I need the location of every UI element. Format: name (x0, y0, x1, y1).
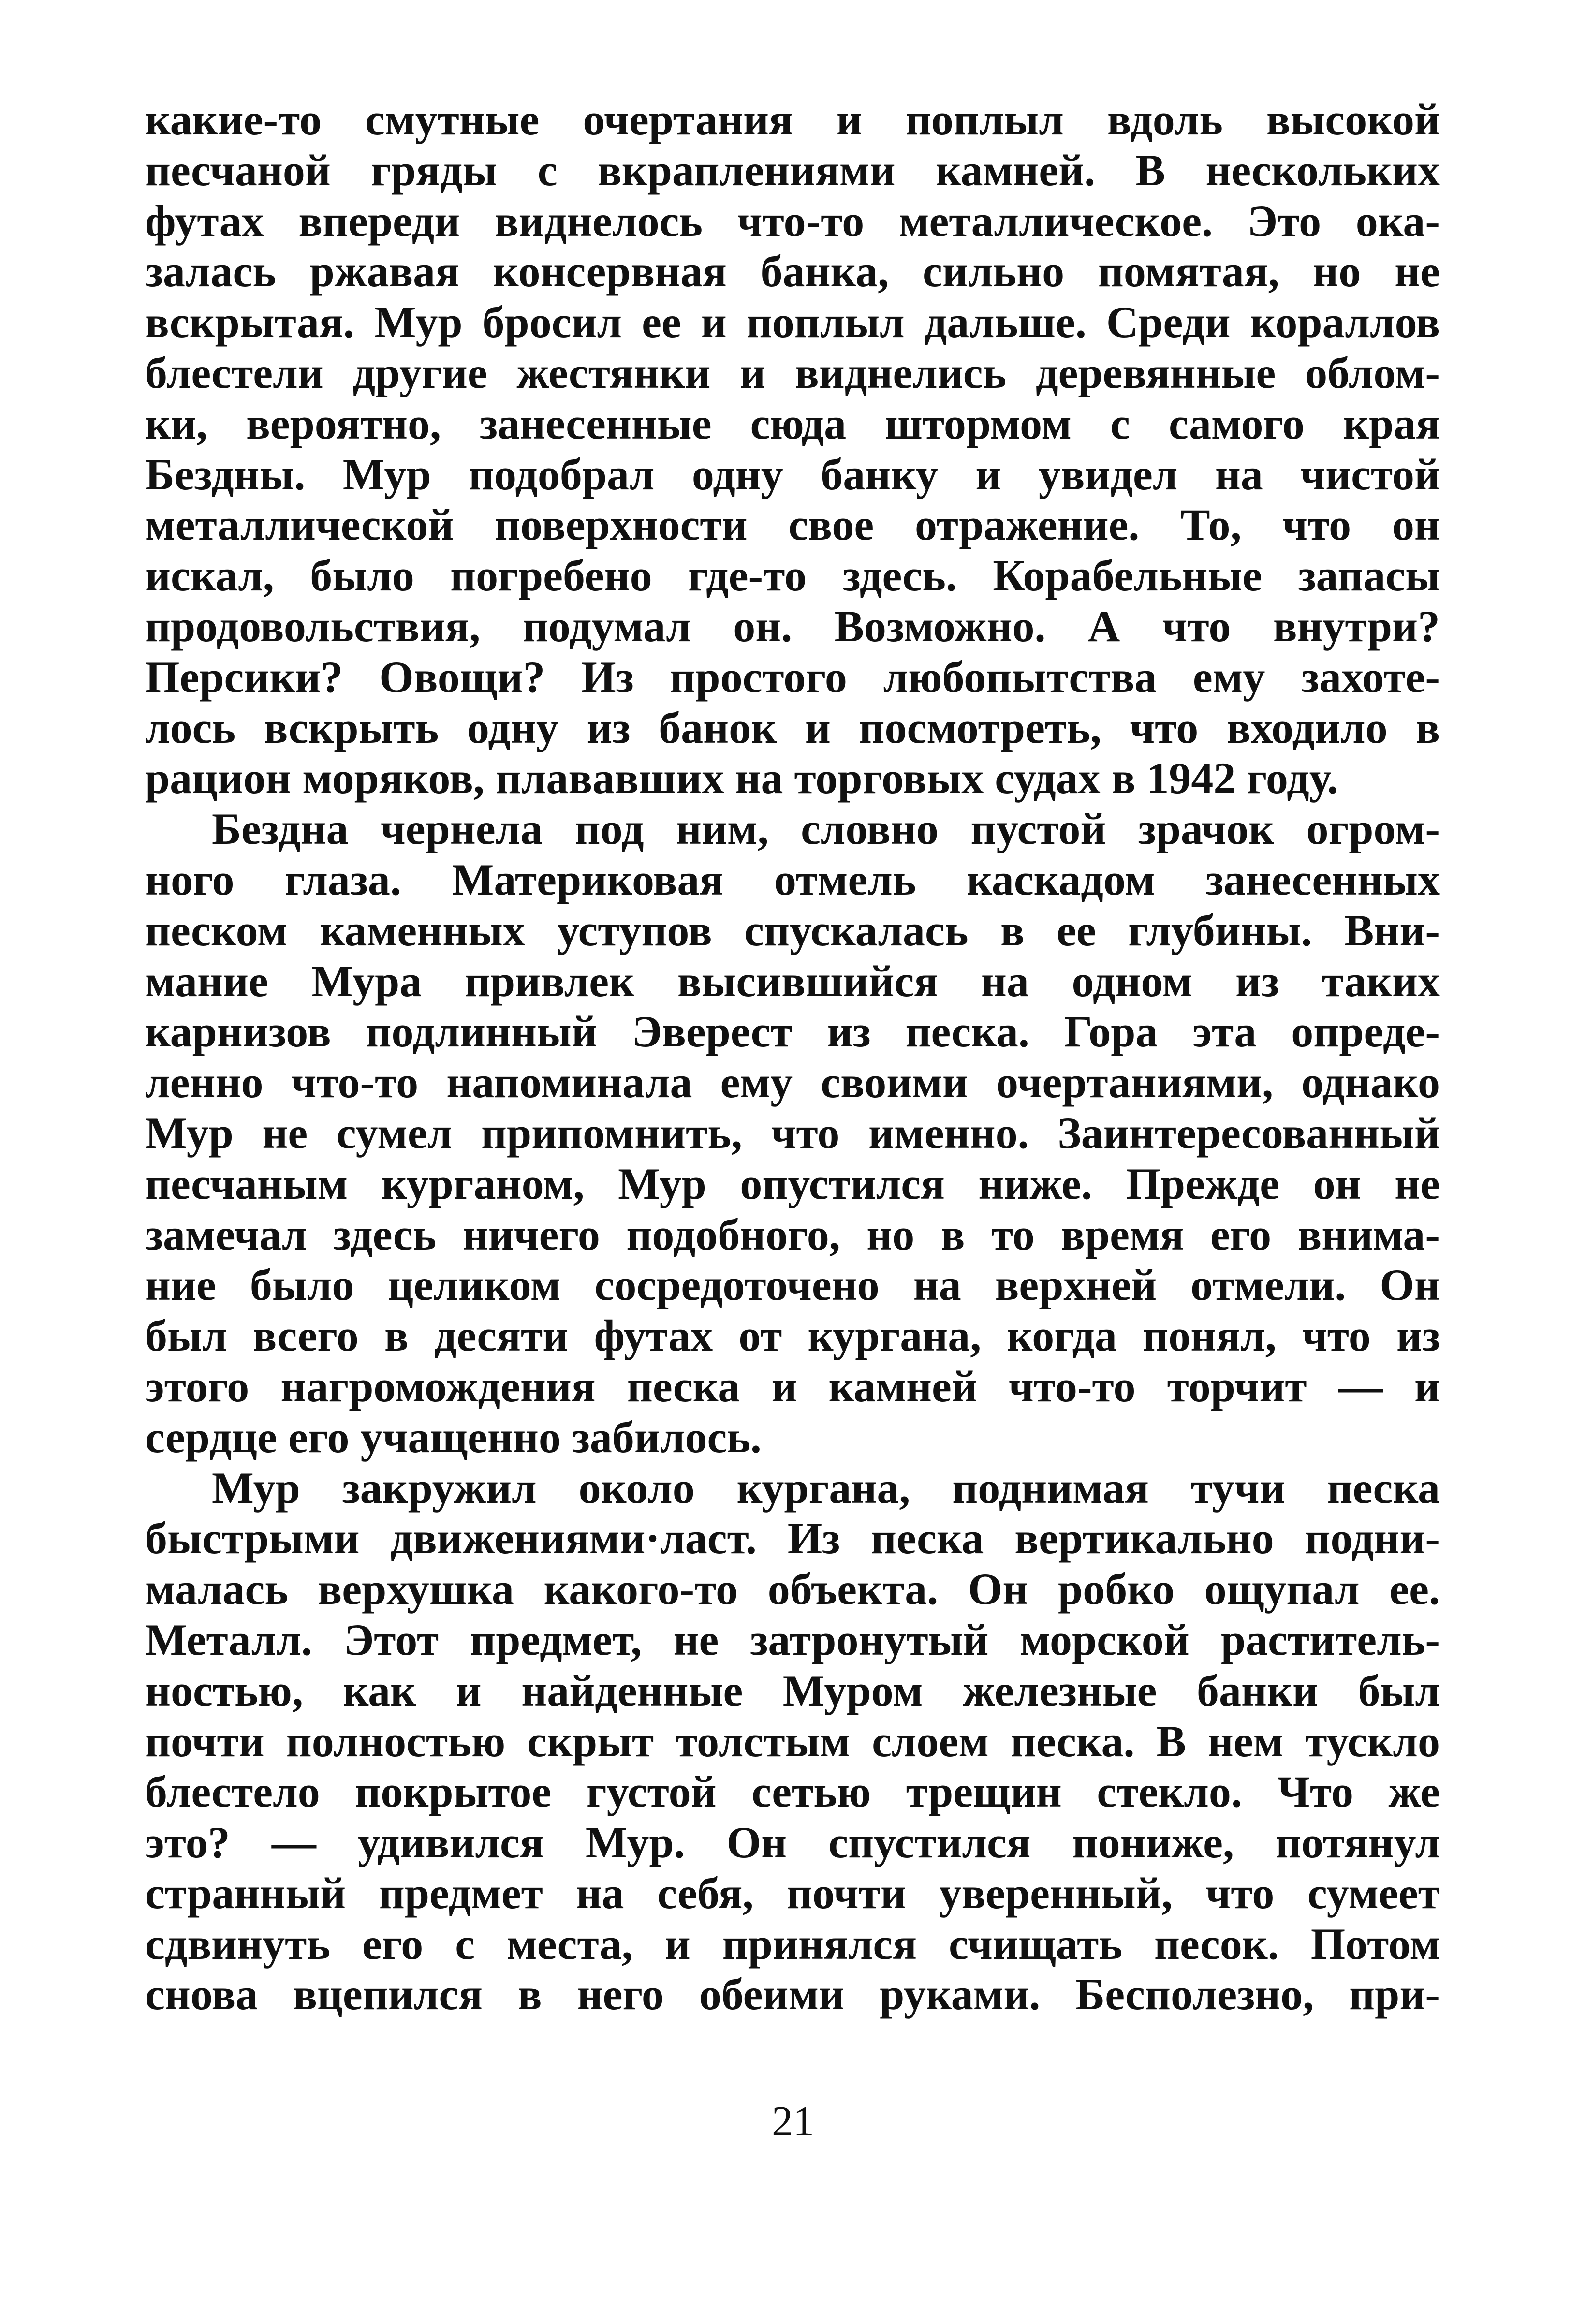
text-line: Металл. Этот предмет, не затронутый морской раститель- (145, 1615, 1440, 1664)
page-number: 21 (772, 2098, 814, 2145)
text-line: рацион моряков, плававших на торговых судах в 1942 году. (145, 753, 1338, 803)
text-line: ного глаза. Материковая отмель каскадом занесенных (145, 854, 1440, 904)
text-line: малась верхушка какого-то объекта. Он робко ощупал ее. (145, 1564, 1440, 1614)
text-line: сердце его учащенно забилось. (145, 1412, 762, 1462)
text-line: лось вскрыть одну из банок и посмотреть, что входило в (145, 703, 1440, 752)
text-line: сдвинуть его с места, и принялся счищать песок. Потом (145, 1919, 1440, 1969)
text-line: Мур закружил около кургана, поднимая тучи песка (212, 1463, 1440, 1513)
text-line: футах впереди виднелось что-то металлическое. Это ока- (145, 196, 1440, 246)
text-line: ленно что-то напоминала ему своими очертаниями, однако (145, 1058, 1440, 1107)
text-line: это? — удивился Мур. Он спустился пониже, потянул (145, 1818, 1440, 1868)
text-line: продовольствия, подумал он. Возможно. А что внутри? (145, 601, 1440, 651)
text-line: Бездна чернела под ним, словно пустой зрачок огром- (212, 804, 1440, 854)
text-line: ние было целиком сосредоточено на верхней отмели. Он (145, 1260, 1440, 1310)
text-line: блестело покрытое густой сетью трещин стекло. Что же (145, 1767, 1440, 1817)
text-line: залась ржавая консервная банка, сильно помятая, но не (145, 247, 1440, 296)
text-line: странный предмет на себя, почти уверенный, что сумеет (145, 1868, 1440, 1918)
text-line: песчаной гряды с вкраплениями камней. В нескольких (145, 145, 1440, 195)
text-line: ки, вероятно, занесенные сюда штормом с самого края (145, 398, 1440, 448)
text-line: снова вцепился в него обеими руками. Бесполезно, при- (145, 1970, 1440, 2019)
body-text (145, 94, 1440, 2020)
text-line: какие-то смутные очертания и поплыл вдоль высокой (145, 95, 1440, 144)
text-line: Бездны. Мур подобрал одну банку и увидел на чистой (145, 449, 1440, 499)
text-line: металлической поверхности свое отражение. То, что он (145, 500, 1440, 550)
text-line: песчаным курганом, Мур опустился ниже. Прежде он не (145, 1159, 1440, 1208)
text-line: Мур не сумел припомнить, что именно. Заинтересованный (145, 1108, 1440, 1158)
text-line: был всего в десяти футах от кургана, когда понял, что из (145, 1311, 1440, 1361)
text-line: мание Мура привлек высившийся на одном из таких (145, 956, 1440, 1006)
text-line: Персики? Овощи? Из простого любопытства ему захоте- (145, 652, 1440, 702)
text-line: почти полностью скрыт толстым слоем песка. В нем тускло (145, 1716, 1440, 1766)
text-line: искал, было погребено где-то здесь. Корабельные запасы (145, 551, 1440, 601)
text-line: ностью, как и найденные Муром железные банки был (145, 1665, 1440, 1715)
text-line: карнизов подлинный Эверест из песка. Гора эта опреде- (145, 1007, 1440, 1057)
text-line: вскрытая. Мур бросил ее и поплыл дальше. Среди кораллов (145, 297, 1440, 347)
text-line: замечал здесь ничего подобного, но в то время его внима- (145, 1209, 1440, 1259)
text-line: этого нагромождения песка и камней что-то торчит — и (145, 1361, 1440, 1411)
text-line: блестели другие жестянки и виднелись деревянные облом- (145, 348, 1440, 397)
text-line: быстрыми движениями·ласт. Из песка вертикально подни- (145, 1514, 1440, 1563)
text-line: песком каменных уступов спускалась в ее глубины. Вни- (145, 905, 1440, 955)
